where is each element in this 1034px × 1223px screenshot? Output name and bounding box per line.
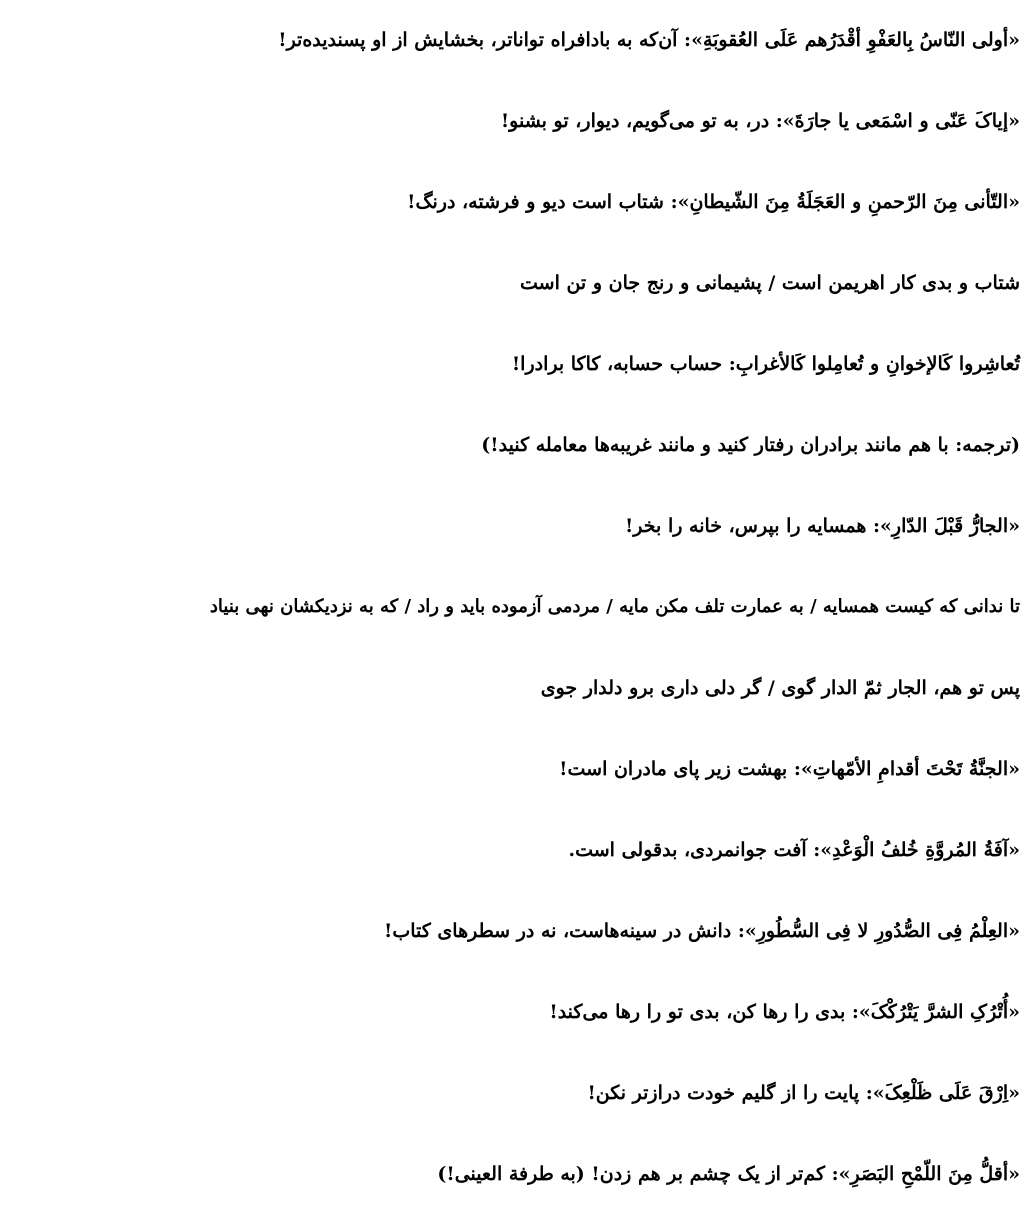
verse-line-9: پس تو هم، الجار ثمّ الدار گوی / گر دلی داری برو دلدار جوی [540, 677, 1020, 699]
proverb-line-11: «آفَةُ المُروَّةِ خُلفُ الْوَعْدِ»: آفت جوانمردی، بدقولی است. [568, 839, 1020, 861]
proverb-line-13: «أُتْرُکِ الشرَّ یَتْرُکْکَ»: بدی را رها کن، بدی تو را رها می‌کند! [549, 1001, 1020, 1023]
verse-line-4: شتاب و بدی کار اهریمن است / پشیمانی و رنج جان و تن است [520, 272, 1020, 294]
proverb-line-7: «الجارُّ قَبْلَ الدّارِ»: همسایه را بپرس، خانه را بخر! [624, 515, 1020, 537]
proverb-line-2: «إیاکَ عَنّی و اسْمَعی یا جارَةَ»: در، به تو می‌گویم، دیوار، تو بشنو! [500, 110, 1020, 132]
proverb-line-5: تُعاشِروا کَالإخوانِ و تُعامِلوا کَالأغرابِ: حساب حسابه، کاکا برادرا! [511, 353, 1020, 375]
proverb-line-12: «العِلْمُ فِی الصُّدُورِ لا فِی السُّطُورِ»: دانش در سینه‌هاست، نه در سطرهای کتاب! [384, 920, 1020, 942]
proverb-line-14: «اِرْقَ عَلَی ظَلْعِکَ»: پایت را از گلیم خودت درازتر نکن! [587, 1082, 1020, 1104]
proverb-line-3: «التّأنی مِنَ الرّحمنِ و العَجَلَةُ مِنَ الشّیطانِ»: شتاب است دیو و فرشته، درنگ! [407, 191, 1020, 213]
proverb-line-15: «أقلُّ مِنَ اللّمْحِ البَصَرِ»: کم‌تر از یک چشم بر هم زدن! (به طرفة العینی!) [437, 1163, 1020, 1185]
proverb-line-1: «أولی النّاسُ بِالعَفْوِ أقْدَرُهم عَلَی العُقوبَةِ»: آن‌که به بادافراه تواناتر، بخشایش از او پسندیده‌تر! [278, 29, 1020, 51]
proverb-line-10: «الجنَّةُ تَحْتَ أقدامِ الأمّهاتِ»: بهشت زیر پای مادران است! [559, 758, 1020, 780]
verse-line-8: تا ندانی که کیست همسایه / به عمارت تلف مکن مایه / مردمی آزموده باید و راد / که به نزدیکشان نهی بنیاد [209, 596, 1020, 617]
translation-line-6: (ترجمه: با هم مانند برادران رفتار کنید و مانند غریبه‌ها معامله کنید!) [481, 434, 1020, 456]
